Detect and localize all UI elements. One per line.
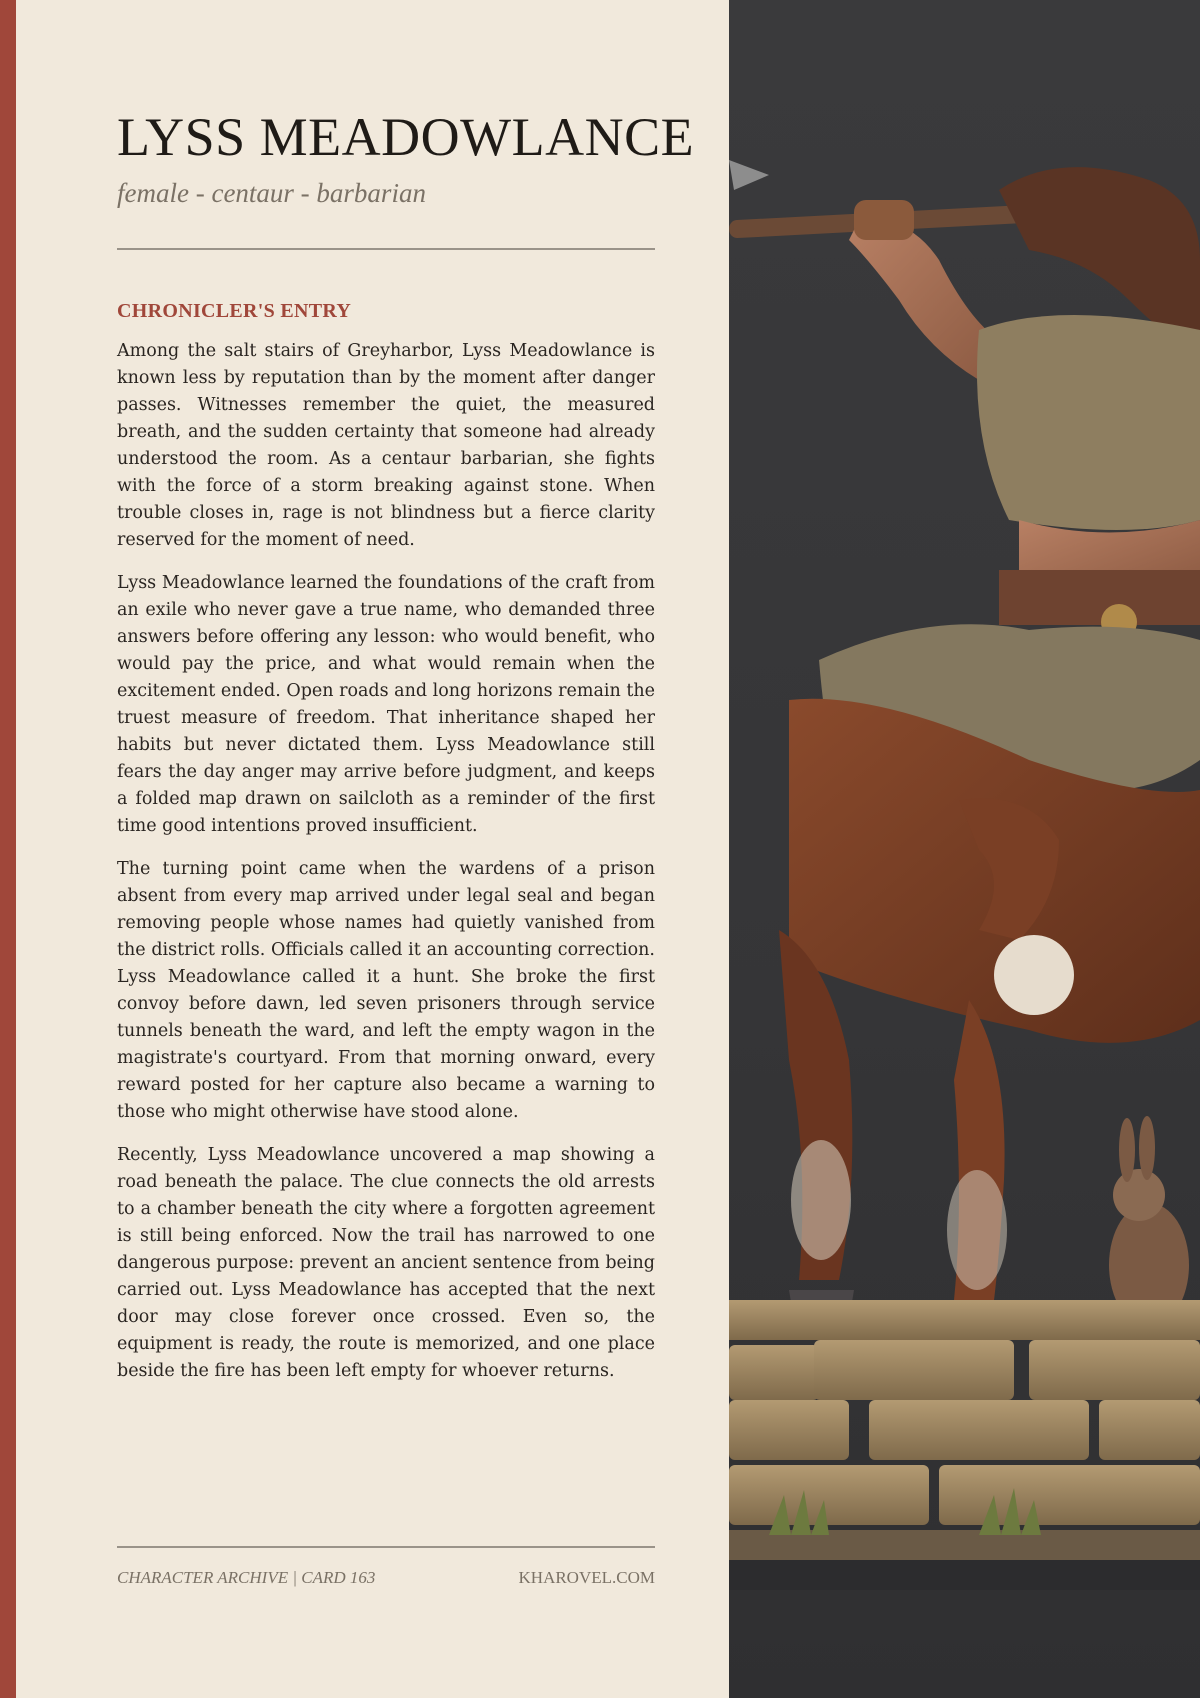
paragraph: Among the salt stairs of Greyharbor, Lyss Meadowlance is known less by reputation than by the moment after danger passes. Witnesses remember the quiet, the measured breath, and the sudden certainty that someone had already understood the room. As a centaur barbarian, she fights with the force of a storm breaking against stone. When trouble closes in, rage is not blindness but a fierce clarity reserved for the moment of need.: [117, 341, 655, 550]
paragraph: Recently, Lyss Meadowlance uncovered a map showing a road beneath the palace. The clue connects the old arrests to a chamber beneath the city where a forgotten agreement is still being enforced. Now the trail has narrowed to one dangerous purpose: prevent an ancient sentence from being carried out. Lyss Meadowlance has accepted that the next door may close forever once crossed. Even so, the equipment is ready, the route is memorized, and one place beside the fire has been left empty for whoever returns.: [117, 1145, 655, 1381]
footer-divider: [117, 1546, 655, 1548]
paragraph: Lyss Meadowlance learned the foundations of the craft from an exile who never gave a true name, who demanded three answers before offering any lesson: who would benefit, who would pay the price, and what would remain when the excitement ended. Open roads and long horizons remain the truest measure of freedom. That inheritance shaped her habits but never dictated them. Lyss Meadowlance still fears the day anger may arrive before judgment, and keeps a folded map drawn on sailcloth as a reminder of the first time good intentions proved insufficient.: [117, 573, 655, 836]
centaur-miniature-illustration: [729, 0, 1200, 1698]
site-label: KHAROVEL.COM: [518, 1568, 655, 1587]
character-name: LYSS MEADOWLANCE: [117, 107, 695, 167]
text-panel: [16, 0, 729, 1698]
chronicle-body: [117, 338, 655, 1401]
archive-label: CHARACTER ARCHIVE | CARD 163: [117, 1568, 376, 1587]
header-divider: [117, 248, 655, 250]
accent-bar: [0, 0, 16, 1698]
section-heading: CHRONICLER'S ENTRY: [117, 300, 352, 322]
character-descriptor: female - centaur - barbarian: [117, 178, 426, 208]
character-portrait: [729, 0, 1200, 1698]
paragraph: The turning point came when the wardens of a prison absent from every map arrived under legal seal and began removing people whose names had quietly vanished from the district rolls. Officials called it an accounting correction. Lyss Meadowlance called it a hunt. She broke the first convoy before dawn, led seven prisoners through service tunnels beneath the ward, and left the empty wagon in the magistrate's courtyard. From that morning onward, every reward posted for her capture also became a warning to those who might otherwise have stood alone.: [117, 859, 655, 1122]
